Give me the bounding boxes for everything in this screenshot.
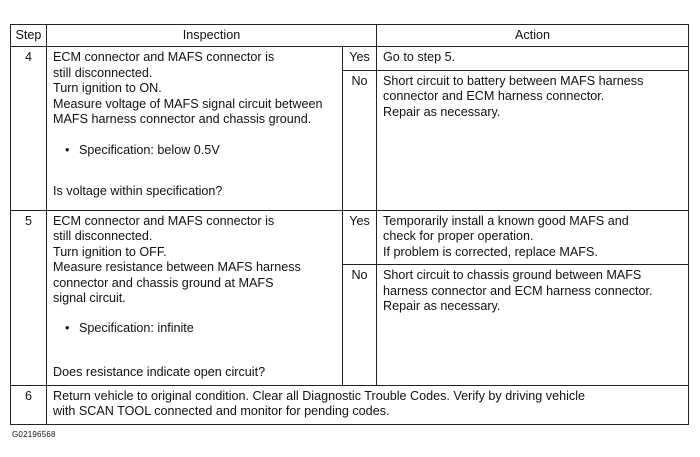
inspection-line: Turn ignition to OFF. <box>53 244 167 259</box>
bullet-icon: • <box>65 142 70 157</box>
action-line: Short circuit to chassis ground between MAFS <box>383 268 642 283</box>
inspection-line: signal circuit. <box>53 291 126 305</box>
inspection-line: with SCAN TOOL connected and monitor for pending codes. <box>53 404 390 418</box>
yes-action-step-4 <box>377 47 689 71</box>
table-row-step-5-yes <box>11 210 689 265</box>
no-action-step-4 <box>377 70 689 210</box>
inspection-line: ECM connector and MAFS connector is <box>53 50 275 64</box>
inspection-line: MAFS harness connector and chassis ground. <box>53 112 312 126</box>
inspection-line: still disconnected. <box>53 65 153 80</box>
table-row-step-6 <box>11 385 689 424</box>
header-step: Step <box>11 25 47 47</box>
figure-id: G02196568 <box>12 430 56 439</box>
bullet-icon: • <box>65 320 70 335</box>
action-line: Go to step 5. <box>383 50 456 64</box>
step-number-5: 5 <box>11 210 47 385</box>
yes-label-step-4: Yes <box>343 47 377 71</box>
no-label-step-5: No <box>343 265 377 385</box>
action-line: Repair as necessary. <box>383 299 501 314</box>
yes-action-step-5 <box>377 210 689 265</box>
action-line: Short circuit to battery between MAFS harness <box>383 73 644 88</box>
diagnostic-procedure <box>10 24 688 425</box>
step-number-6: 6 <box>11 385 47 424</box>
action-line: Temporarily install a known good MAFS and <box>383 213 629 228</box>
inspection-line: ECM connector and MAFS connector is <box>53 213 275 228</box>
table-header-row <box>11 25 689 47</box>
inspection-line: connector and chassis ground at MAFS <box>53 275 274 290</box>
inspection-line: Measure resistance between MAFS harness <box>53 260 301 274</box>
action-line: check for proper operation. <box>383 229 534 243</box>
no-action-step-5 <box>377 265 689 385</box>
no-label-step-4: No <box>343 70 377 210</box>
inspection-line: still disconnected. <box>53 229 153 243</box>
inspection-step-6 <box>47 385 689 424</box>
specification <box>53 143 336 159</box>
inspection-question: Is voltage within specification? <box>53 184 223 198</box>
header-action: Action <box>377 25 689 47</box>
action-line: connector and ECM harness connector. <box>383 89 605 103</box>
diagnostic-table <box>10 24 689 425</box>
inspection-step-4 <box>47 47 343 211</box>
action-line: Repair as necessary. <box>383 104 501 119</box>
specification-text: Specification: below 0.5V <box>79 142 220 157</box>
specification <box>53 321 336 337</box>
action-line: If problem is corrected, replace MAFS. <box>383 244 598 259</box>
header-inspection: Inspection <box>47 25 377 47</box>
inspection-line: Turn ignition to ON. <box>53 81 162 95</box>
table-row-step-4-yes <box>11 47 689 71</box>
specification-text: Specification: infinite <box>79 320 194 335</box>
inspection-line: Return vehicle to original condition. Clear all Diagnostic Trouble Codes. Verify by driving vehicle <box>53 388 586 403</box>
inspection-line: Measure voltage of MAFS signal circuit between <box>53 96 323 111</box>
yes-label-step-5: Yes <box>343 210 377 265</box>
action-line: harness connector and ECM harness connector. <box>383 283 653 298</box>
step-number-4: 4 <box>11 47 47 211</box>
inspection-step-5 <box>47 210 343 385</box>
inspection-question: Does resistance indicate open circuit? <box>53 365 266 379</box>
